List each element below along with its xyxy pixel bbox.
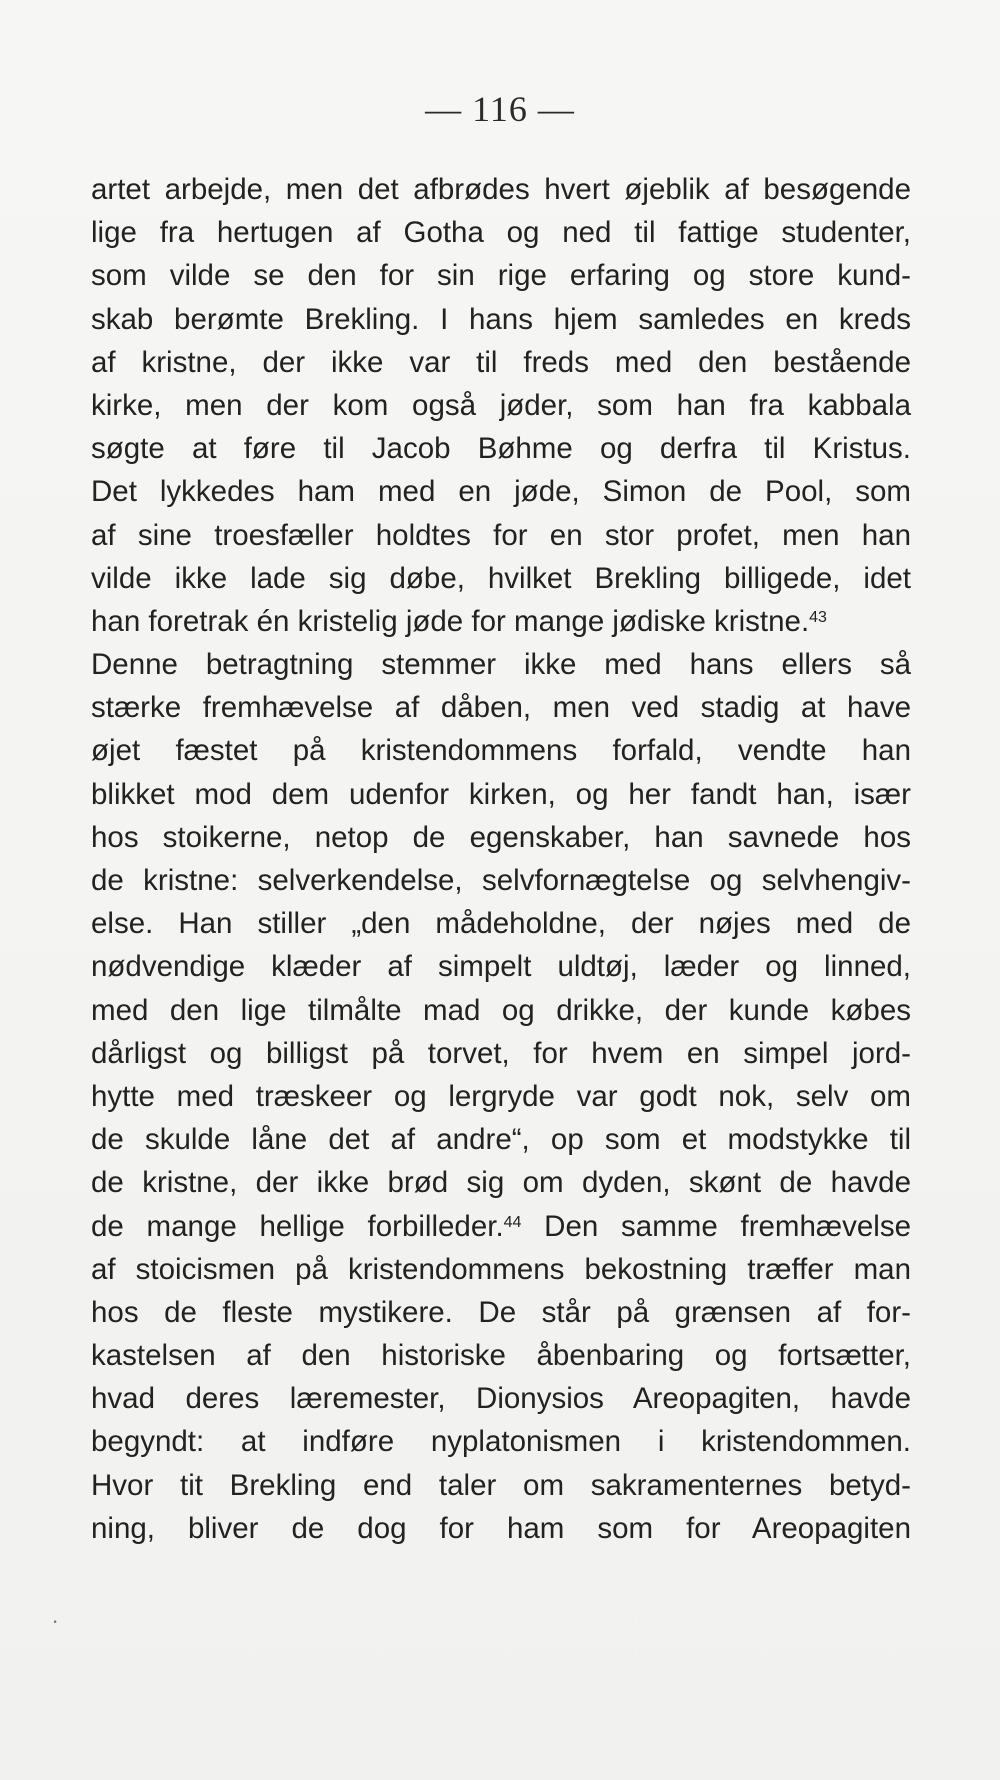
text-line: nødvendige klæder af simpelt uldtøj, læder og linned,	[91, 950, 911, 984]
text-line: stærke fremhævelse af dåben, men ved stadig at have	[91, 691, 911, 725]
text-fragment: Den samme fremhævelse	[521, 1209, 911, 1243]
text-line: lige fra hertugen af Gotha og ned til fattige studenter,	[91, 216, 911, 250]
text-line: øjet fæstet på kristendommens forfald, vendte han	[91, 734, 911, 768]
text-line: dårligst og billigst på torvet, for hvem en simpel jord-	[91, 1036, 911, 1070]
text-line: Det lykkedes ham med en jøde, Simon de Pool, som	[91, 475, 911, 509]
text-line: af sine troesfæller holdtes for en stor profet, men han	[91, 518, 911, 552]
text-line: begyndt: at indføre nyplatonismen i kristendommen.	[91, 1425, 911, 1459]
text-line: de kristne, der ikke brød sig om dyden, skønt de havde	[91, 1166, 911, 1200]
text-line-with-footnote	[91, 1205, 911, 1248]
text-line: hos de fleste mystikere. De står på grænsen af for-	[91, 1295, 911, 1329]
text-line: hvad deres læremester, Dionysios Areopagiten, havde	[91, 1382, 911, 1416]
text-line: else. Han stiller „den mådeholdne, der nøjes med de	[91, 907, 911, 941]
text-fragment: han foretrak én kristelig jøde for mange jødiske kristne.	[91, 604, 810, 638]
text-line: med den lige tilmålte mad og drikke, der kunde købes	[91, 993, 911, 1027]
text-line: hytte med træskeer og lergryde var godt nok, selv om	[91, 1079, 911, 1113]
text-line: ning, bliver de dog for ham som for Areopagiten	[91, 1511, 911, 1545]
text-line: artet arbejde, men det afbrødes hvert øjeblik af besøgende	[91, 173, 911, 206]
text-line: af stoicismen på kristendommens bekostning træffer man	[91, 1252, 911, 1286]
footnote-ref-44: 44	[503, 1213, 522, 1231]
ink-speck: ·	[52, 1610, 59, 1634]
text-line: søgte at føre til Jacob Bøhme og derfra til Kristus.	[91, 432, 911, 466]
text-line: de kristne: selverkendelse, selvfornægtelse og selvhengiv-	[91, 864, 911, 897]
text-line: som vilde se den for sin rige erfaring og store kund-	[91, 259, 911, 293]
text-line: blikket mod dem udenfor kirken, og her fandt han, især	[91, 777, 911, 811]
text-line: kastelsen af den historiske åbenbaring og fortsætter,	[91, 1339, 911, 1373]
text-line: hos stoikerne, netop de egenskaber, han savnede hos	[91, 820, 911, 854]
page-number: — 116 —	[425, 89, 575, 129]
text-line: vilde ikke lade sig døbe, hvilket Brekling billigede, idet	[91, 561, 911, 595]
footnote-ref-43: 43	[809, 608, 827, 626]
text-fragment: de mange hellige forbilleder.	[91, 1209, 504, 1243]
text-line: skab berømte Brekling. I hans hjem samledes en kreds	[91, 302, 911, 336]
text-line: af kristne, der ikke var til freds med den bestående	[91, 345, 911, 379]
text-line: de skulde låne det af andre“, op som et modstykke til	[91, 1123, 911, 1157]
text-line: Hvor tit Brekling end taler om sakramenternes betyd-	[91, 1468, 911, 1502]
body-text	[91, 168, 911, 1550]
text-line: kirke, men der kom også jøder, som han fra kabbala	[91, 388, 911, 422]
text-line-with-footnote	[91, 600, 911, 643]
text-line: Denne betragtning stemmer ikke med hans ellers så	[91, 648, 911, 682]
